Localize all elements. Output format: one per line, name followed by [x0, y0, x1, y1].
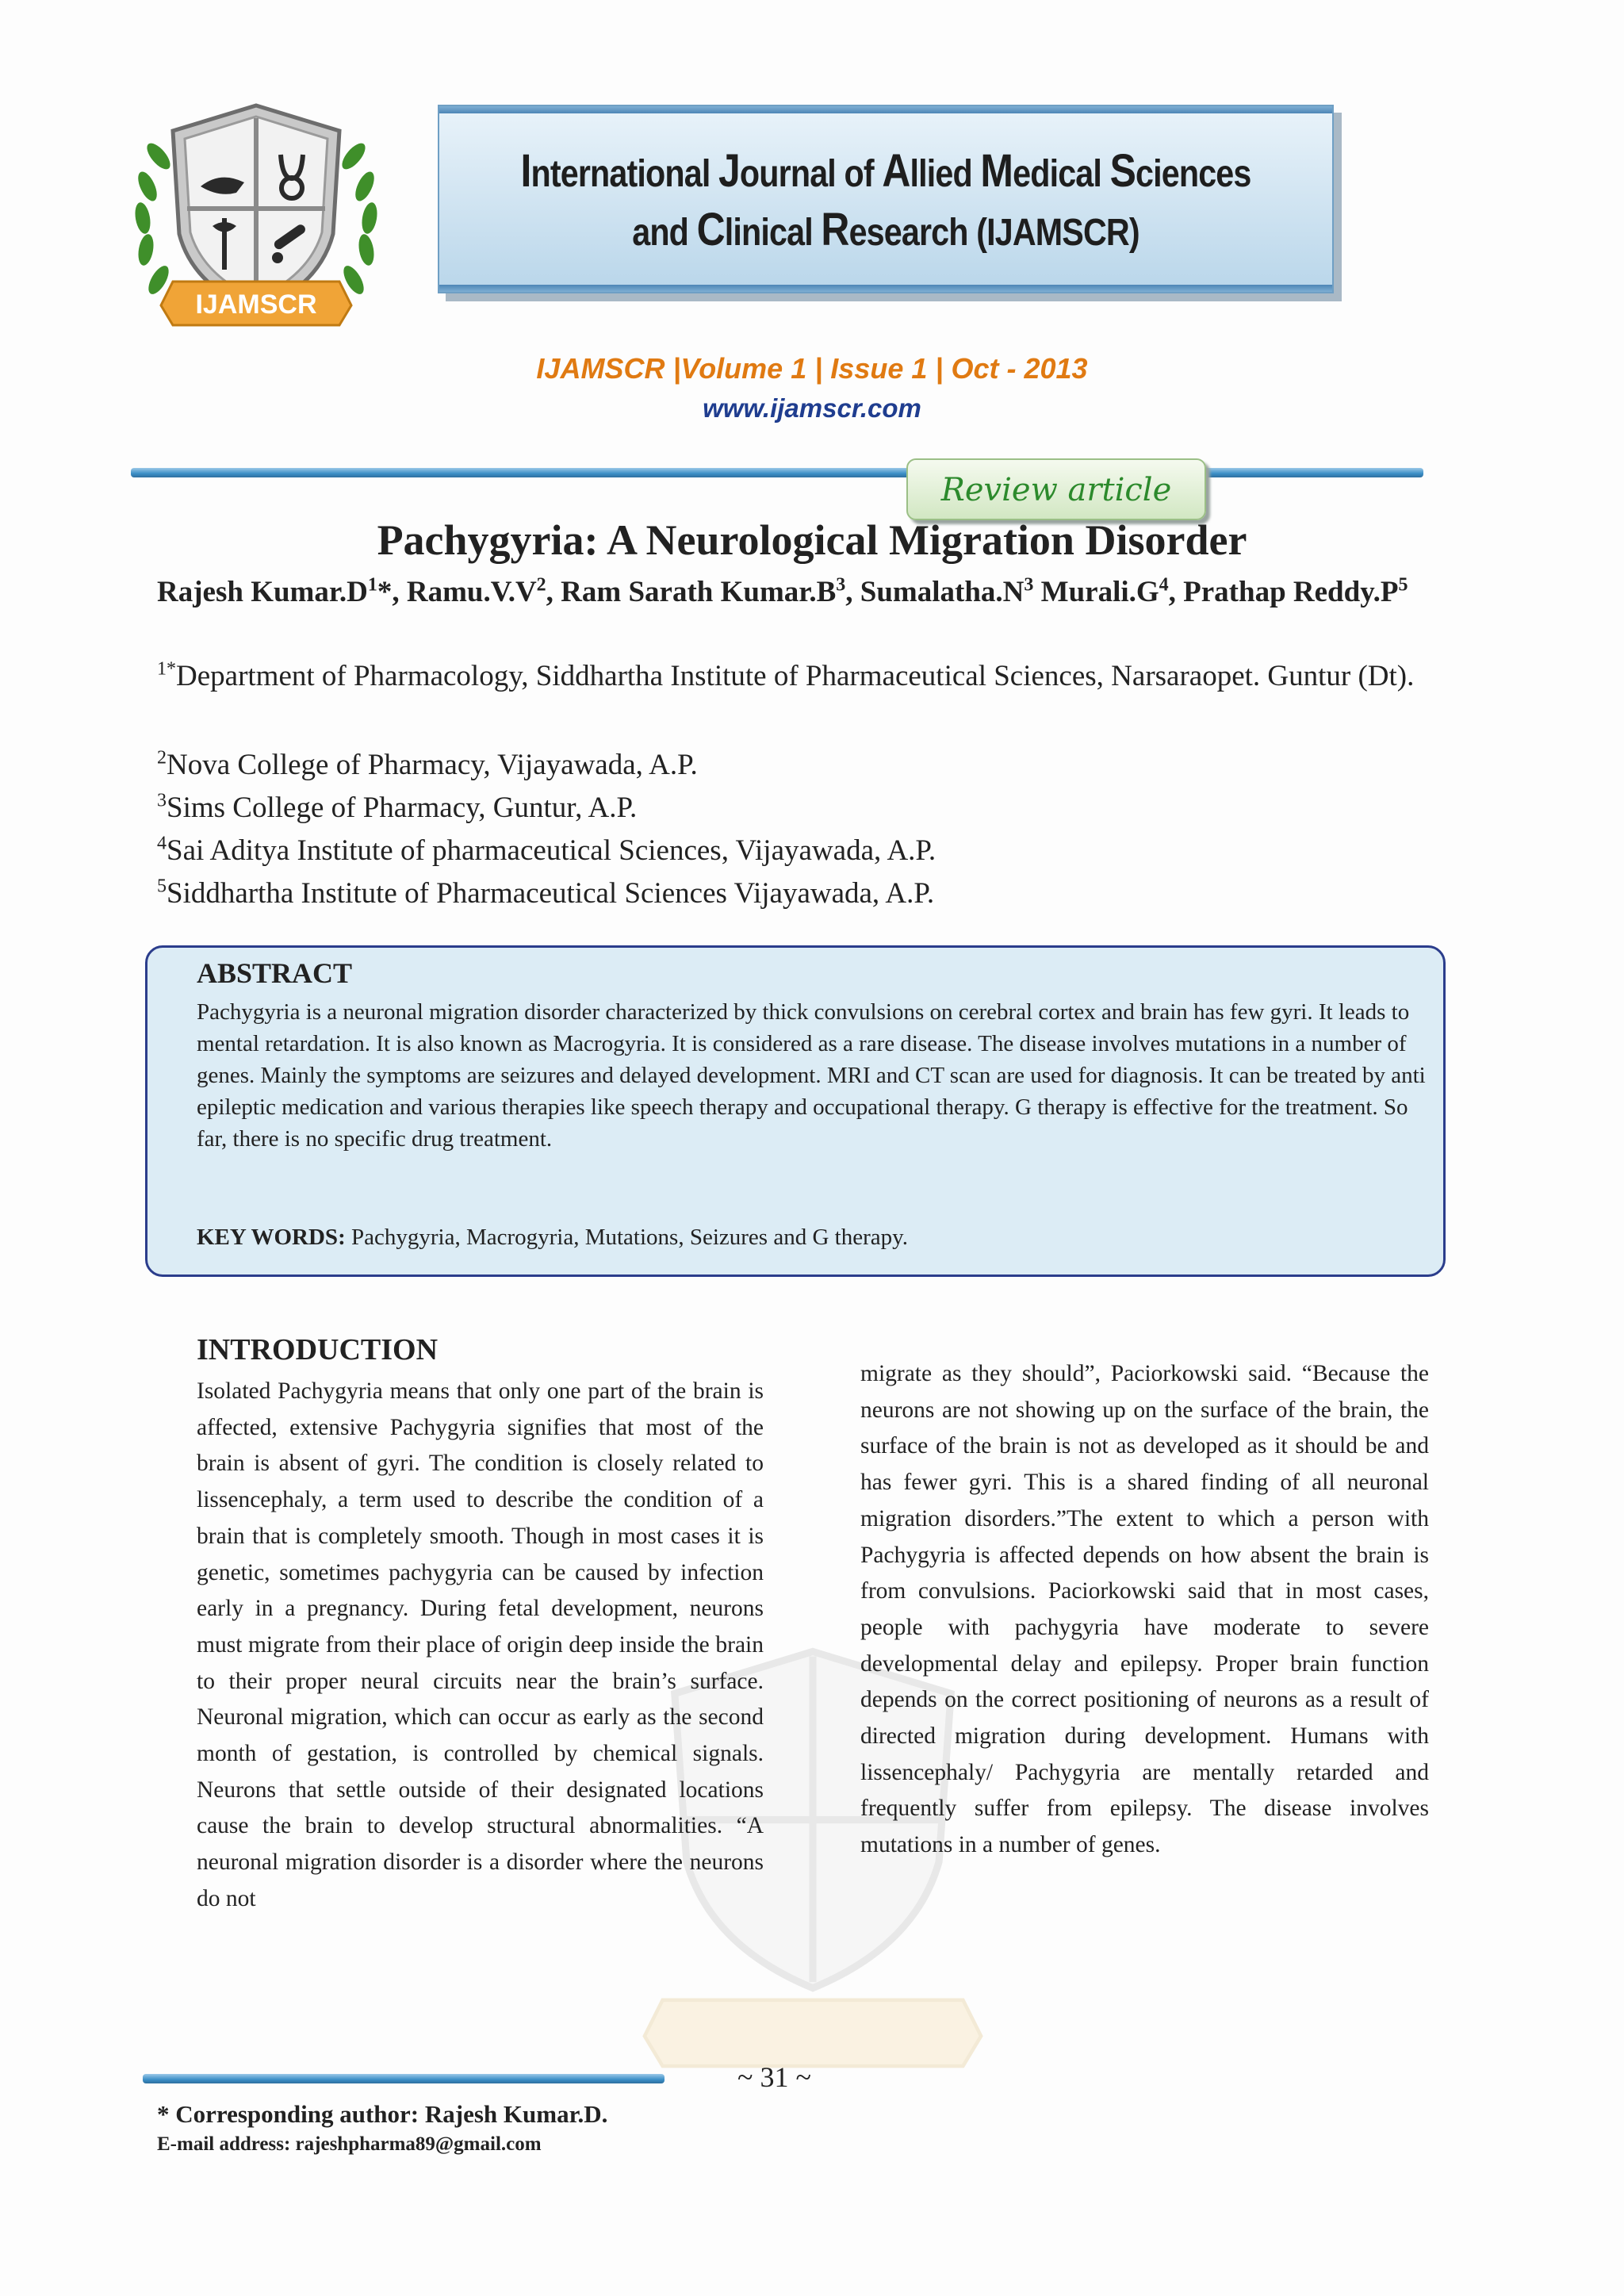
affiliation-marker: 3: [157, 790, 167, 811]
issue-line: IJAMSCR |Volume 1 | Issue 1 | Oct - 2013: [536, 352, 1088, 385]
title-initial: J: [718, 145, 740, 197]
article-type-badge: Review article: [906, 458, 1206, 520]
author-name: Ram Sarath Kumar.B: [561, 576, 837, 608]
affiliation-marker: 2: [157, 747, 167, 769]
keywords-label: KEY WORDS:: [197, 1225, 346, 1250]
affiliation: [157, 787, 1477, 830]
affiliation-text: Sai Aditya Institute of pharmaceutical Sciences, Vijayawada, A.P.: [167, 834, 936, 867]
author-name: Murali.G: [1040, 576, 1159, 608]
affiliation-marker: 1*: [157, 658, 176, 680]
affiliation: [157, 872, 1477, 915]
title-initial: C: [696, 204, 725, 255]
introduction-right-column: migrate as they should”, Paciorkowski said. “Because the neurons are not showing up on the surface of the brain, the surface of the brain is not as developed as it should be and has fewer gyri. This is a shared finding of all neuronal migration disorders.”The extent to which a person with Pachygyria is affected depends on how absent the brain is from convulsions. Paciorkowski said that in most cases, people with pachygyria have moderate to severe developmental delay and epilepsy. Proper brain function depends on the correct positioning of neurons as a result of directed migration during development. Humans with lissencephaly/ Pachygyria are mentally retarded and frequently suffer from epilepsy. The disease involves mutations in a number of genes.: [860, 1361, 1429, 1858]
page-number: ~ 31 ~: [737, 2061, 811, 2093]
svg-text:IJAMSCR: IJAMSCR: [195, 289, 317, 320]
title-initial: I: [520, 145, 531, 197]
affiliation: [157, 655, 1477, 698]
title-word: esearch (IJAMSCR): [848, 212, 1139, 254]
footer-rule: [143, 2074, 665, 2083]
keywords: [197, 1221, 1426, 1253]
corresponding-author: * Corresponding author: Rajesh Kumar.D.: [157, 2100, 608, 2128]
abstract-heading: ABSTRACT: [197, 957, 353, 989]
title-initial: M: [980, 145, 1013, 197]
header-rule: [131, 468, 1423, 477]
title-word: linical: [724, 212, 822, 254]
title-word: llied: [910, 153, 981, 195]
author-name: Ramu.V.V: [406, 576, 537, 608]
author-affiliation-marker: 1: [367, 574, 377, 596]
affiliation: [157, 830, 1477, 872]
title-word: ciences: [1136, 153, 1251, 195]
author-name: Sumalatha.N: [860, 576, 1025, 608]
author-name: Prathap Reddy.P: [1183, 576, 1399, 608]
introduction-heading: INTRODUCTION: [197, 1333, 439, 1366]
journal-title-banner: [438, 105, 1334, 293]
author-affiliation-marker: 4: [1159, 574, 1169, 596]
author-name: Rajesh Kumar.D: [157, 576, 368, 608]
author-affiliation-marker: 3: [1024, 574, 1034, 596]
journal-website: www.ijamscr.com: [703, 393, 921, 423]
author-list: Rajesh $Kumar.D^1*$, $Ramu.V.V^2$, Ram Sarath $Kumar.B^3$, $Sumalatha.N^3$ $Murali.G^4$, Prathap $Reddy.P^5$: [157, 574, 1408, 608]
affiliation-text: Nova College of Pharmacy, Vijayawada, A.P.: [167, 749, 698, 781]
affiliation-text: Siddhartha Institute of Pharmaceutical Sciences Vijayawada, A.P.: [167, 877, 935, 910]
introduction-left-column: Isolated Pachygyria means that only one part of the brain is affected, extensive Pachygyria signifies that most of the brain is absent of gyri. The condition is closely related to lissencephaly, a term used to describe the condition of a brain that is completely smooth. Though in most cases it is genetic, sometimes pachygyria can be caused by infection early in a pregnancy. During fetal development, neurons must migrate from their place of origin deep inside the brain to their proper neural circuits near the brain’s surface. Neuronal migration, which can occur as early as the second month of gestation, is controlled by chemical signals. Neurons that settle outside of their designated locations cause the brain to develop structural abnormalities. “A neuronal migration disorder is a disorder where the neurons do not: [197, 1378, 764, 1911]
abstract-text: Pachygyria is a neuronal migration disorder characterized by thick convulsions on cerebral cortex and brain has few gyri. It leads to mental retardation. It is also known as Macrogyria. It is considered as a rare disease. The disease involves mutations in a number of genes. Mainly the symptoms are seizures and delayed development. MRI and CT scan are used for diagnosis. It can be treated by anti epileptic medication and various therapies like speech therapy and occupational therapy. G therapy is effective for the treatment. So far, there is no specific drug treatment.: [197, 999, 1426, 1152]
author-affiliation-marker: 3: [836, 574, 846, 596]
title-word: edical: [1013, 153, 1110, 195]
affiliation: [157, 744, 1477, 787]
title-word: nternational: [530, 153, 719, 195]
keywords-value: Pachygyria, Macrogyria, Mutations, Seizures and G therapy.: [345, 1225, 908, 1250]
journal-title-line1: [502, 144, 1270, 197]
affiliation-text: Sims College of Pharmacy, Guntur, A.P.: [167, 792, 638, 824]
author-affiliation-marker: 2: [536, 574, 546, 596]
title-initial: R: [821, 204, 849, 255]
title-initial: S: [1109, 145, 1136, 197]
corresponding-email: E-mail address: rajeshpharma89@gmail.com: [157, 2133, 542, 2155]
paper-title: Pachygyria: A Neurological Migration Disorder: [377, 516, 1247, 564]
author-affiliation-marker: 5: [1398, 574, 1408, 596]
title-word: and: [632, 212, 697, 254]
affiliation-marker: 5: [157, 876, 167, 897]
journal-title-line2: [502, 203, 1270, 256]
affiliation-marker: 4: [157, 833, 167, 854]
journal-logo: [125, 99, 387, 337]
title-word: ournal of: [739, 153, 883, 195]
affiliation-text: Department of Pharmacology, Siddhartha Institute of Pharmaceutical Sciences, Narsaraopet. Guntur (Dt).: [176, 660, 1415, 692]
title-initial: A: [882, 145, 910, 197]
